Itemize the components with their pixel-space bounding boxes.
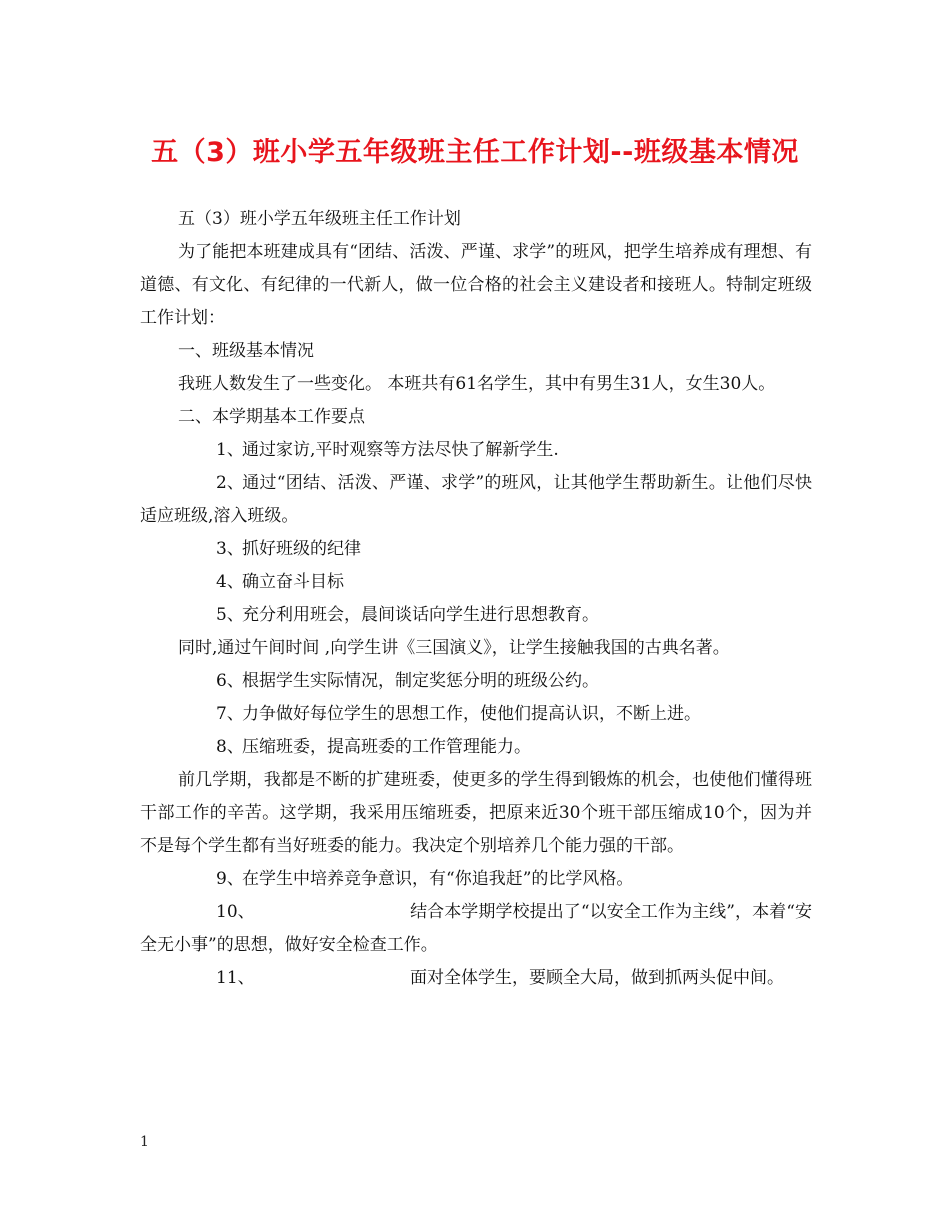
list-item-text: 充分利用班会，晨间谈话向学生进行思想教育。 — [242, 605, 599, 625]
list-item-text: 结合本学期学校提出了“以安全工作为主线”，本着“安全无小事”的思想，做好安全检查工作。 — [140, 902, 812, 955]
list-item-number: 10、 — [216, 902, 255, 922]
list-item-text: 力争做好每位学生的思想工作，使他们提高认识，不断上进。 — [242, 704, 701, 724]
list-item — [140, 962, 812, 995]
list-item — [140, 566, 812, 599]
list-item-text: 抓好班级的纪律 — [242, 539, 361, 559]
list-item — [140, 533, 812, 566]
intro-paragraph: 为了能把本班建成具有“团结、活泼、严谨、求学”的班风，把学生培养成有理想、有道德、有文化、有纪律的一代新人，做一位合格的社会主义建设者和接班人。特制定班级工作计划： — [140, 242, 812, 328]
list-item — [140, 863, 812, 896]
section-heading-basic: 一、班级基本情况 — [178, 341, 314, 361]
list-item-continuation: 前几学期，我都是不断的扩建班委，使更多的学生得到锻炼的机会，也使他们懂得班干部工作的辛苦。这学期，我采用压缩班委，把原来近30个班干部压缩成10个，因为并不是每个学生都有当好班委的能力。我决定个别培养几个能力强的干部。 — [140, 770, 812, 856]
list-item — [140, 896, 812, 962]
list-item-number: 9、 — [216, 869, 244, 889]
list-item-text: 压缩班委，提高班委的工作管理能力。 — [242, 737, 531, 757]
list-item — [140, 665, 812, 698]
document-body — [140, 203, 812, 995]
list-item-number: 8、 — [216, 737, 244, 757]
list-item-number: 4、 — [216, 572, 244, 592]
list-item-text: 在学生中培养竞争意识，有“你追我赶”的比学风格。 — [242, 869, 634, 889]
list-item-continuation: 同时,通过午间时间 ,向学生讲《三国演义》，让学生接触我国的古典名著。 — [178, 638, 730, 658]
basic-info-paragraph: 我班人数发生了一些变化。 本班共有61名学生，其中有男生31人，女生30人。 — [178, 374, 776, 394]
list-item-number: 1、 — [216, 440, 244, 460]
list-item-number: 5、 — [216, 605, 244, 625]
list-item — [140, 698, 812, 731]
list-item — [140, 467, 812, 533]
list-item-text: 通过家访,平时观察等方法尽快了解新学生. — [242, 440, 559, 460]
list-item-number: 2、 — [216, 473, 244, 493]
list-item — [140, 434, 812, 467]
list-item-number: 6、 — [216, 671, 244, 691]
section-heading-work: 二、本学期基本工作要点 — [178, 407, 365, 427]
list-item-text: 通过“团结、活泼、严谨、求学”的班风，让其他学生帮助新生。让他们尽快适应班级,溶入班级。 — [140, 473, 812, 526]
list-item — [140, 731, 812, 764]
list-item-text: 根据学生实际情况，制定奖惩分明的班级公约。 — [242, 671, 599, 691]
list-item-number: 7、 — [216, 704, 244, 724]
list-item-number: 11、 — [216, 968, 255, 988]
list-item-number: 3、 — [216, 539, 244, 559]
list-item-text: 确立奋斗目标 — [242, 572, 344, 592]
document-title: 五（3）班小学五年级班主任工作计划--班级基本情况 — [151, 137, 799, 168]
page-number: 1 — [140, 1134, 149, 1150]
list-item — [140, 599, 812, 632]
subtitle-paragraph: 五（3）班小学五年级班主任工作计划 — [178, 209, 461, 229]
list-item-text: 面对全体学生，要顾全大局，做到抓两头促中间。 — [410, 968, 784, 988]
